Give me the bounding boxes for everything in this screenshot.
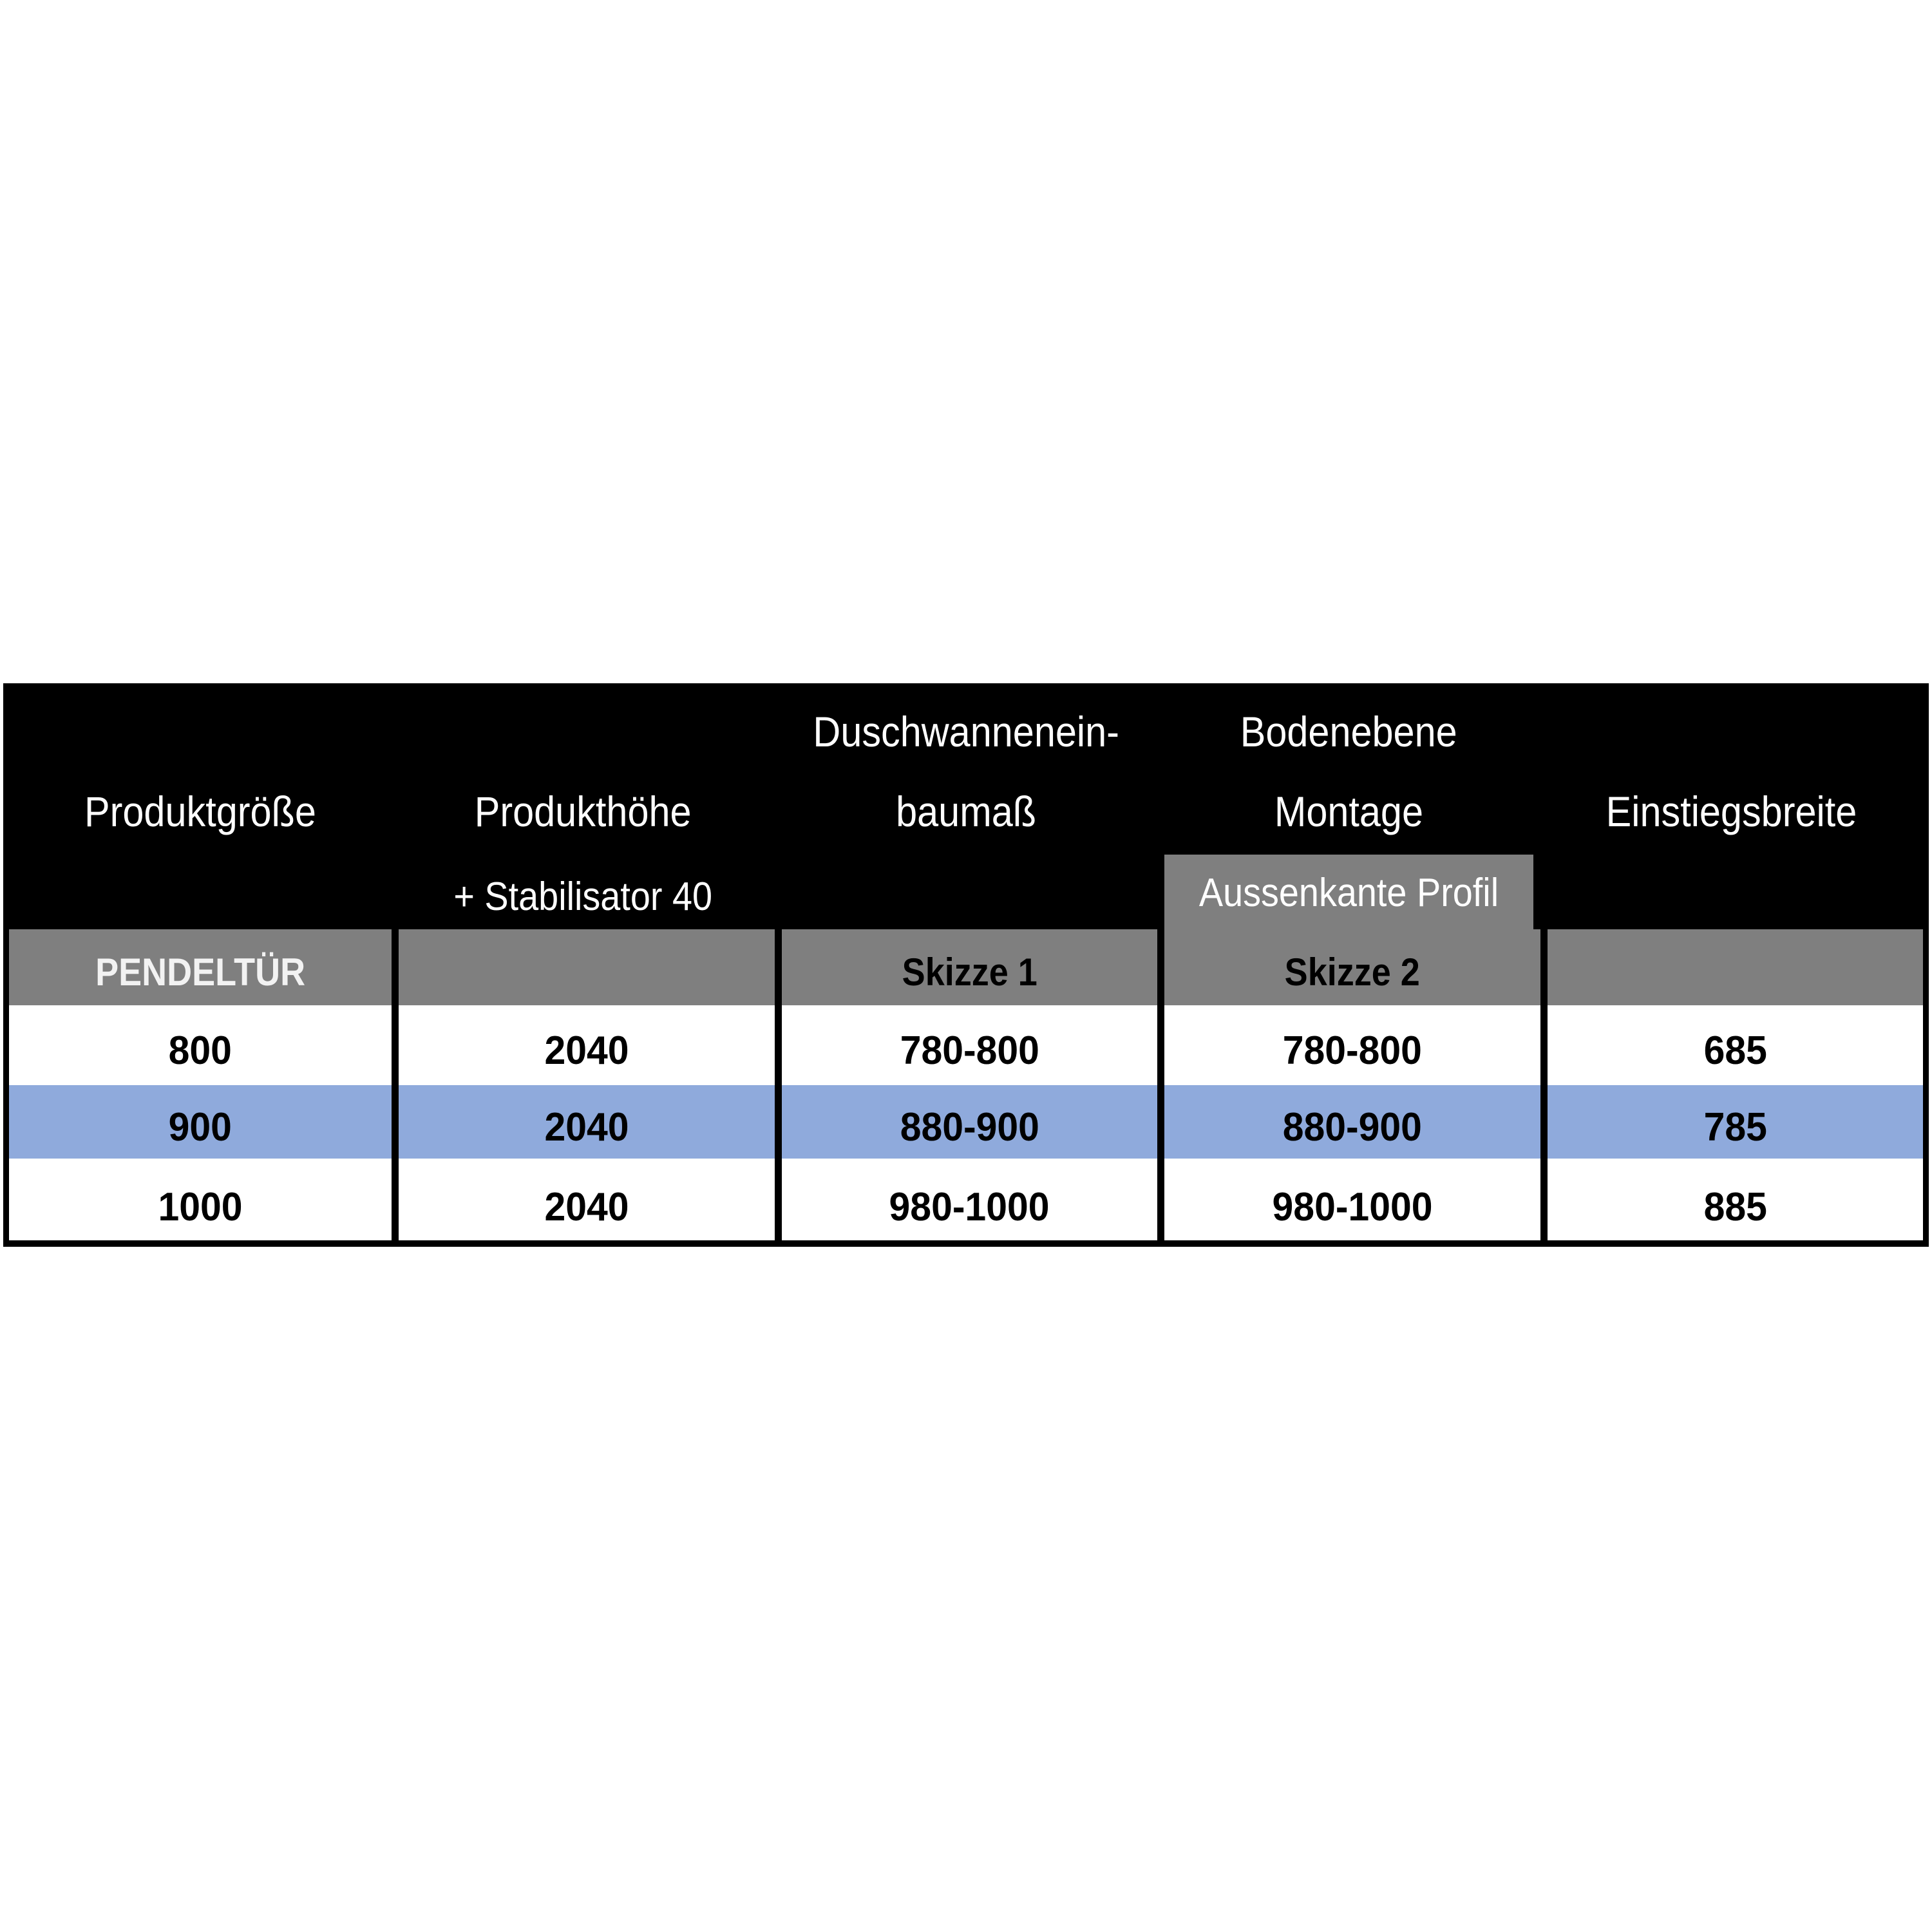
value-produkthoehe-1000: 2040	[544, 1185, 629, 1229]
value-bodenebene-800: 780-800	[1282, 1028, 1422, 1073]
header-einstiegsbreite-label: Einstiegsbreite	[1605, 788, 1857, 835]
value-einbaumass-900: 880-900	[900, 1104, 1039, 1150]
value-produktgroesse-1000: 1000	[158, 1185, 243, 1229]
value-produktgroesse-900: 900	[169, 1104, 232, 1150]
cell-produkthoehe-1000	[392, 1159, 774, 1240]
subheader-empty-cell-2	[392, 929, 774, 1005]
header-produkthoehe	[392, 788, 774, 835]
value-produkthoehe-800: 2040	[544, 1028, 629, 1073]
cell-einstiegsbreite-1000	[1540, 1159, 1923, 1240]
header-duschwannen-line1-label: Duschwannenein-	[813, 708, 1119, 755]
cell-einstiegsbreite-800	[1540, 1005, 1923, 1085]
header-duschwannen-line1	[775, 708, 1157, 755]
value-produktgroesse-800: 800	[169, 1028, 232, 1073]
header-stabilisator-label: + Stabilisator 40	[453, 875, 713, 919]
header-produkthoehe-label: Produkthöhe	[475, 788, 692, 835]
header-produktgroesse-label: Produktgröße	[84, 788, 317, 835]
subheader-skizze2-cell	[1157, 929, 1540, 1005]
value-einbaumass-800: 780-800	[900, 1028, 1039, 1073]
value-bodenebene-1000: 980-1000	[1272, 1185, 1433, 1229]
header-stabilisator	[392, 873, 774, 921]
value-produkthoehe-900: 2040	[544, 1104, 629, 1150]
product-spec-table	[3, 683, 1929, 1247]
header-duschwannen-line2-label: baumaß	[896, 788, 1036, 835]
header-duschwannen-line2	[775, 788, 1157, 835]
aussenkante-profil-label: Aussenkante Profil	[1198, 871, 1499, 915]
header-einstiegsbreite	[1540, 788, 1923, 835]
cell-produktgroesse-900	[9, 1085, 392, 1159]
product-type-label: PENDELTÜR	[95, 950, 306, 994]
cell-produkthoehe-900	[392, 1085, 774, 1159]
subheader-empty-cell-5	[1540, 929, 1923, 1005]
skizze1-label: Skizze 1	[902, 950, 1037, 994]
cell-einbaumass-800	[775, 1005, 1157, 1085]
cell-produkthoehe-800	[392, 1005, 774, 1085]
cell-bodenebene-1000	[1157, 1159, 1540, 1240]
subheader-row	[9, 929, 1923, 1005]
cell-einstiegsbreite-900	[1540, 1085, 1923, 1159]
cell-produktgroesse-800	[9, 1005, 392, 1085]
value-einbaumass-1000: 980-1000	[889, 1185, 1050, 1229]
cell-bodenebene-800	[1157, 1005, 1540, 1085]
value-einstiegsbreite-800: 685	[1703, 1028, 1767, 1073]
table-row-900-highlighted	[9, 1085, 1923, 1159]
cell-einbaumass-1000	[775, 1159, 1157, 1240]
header-bodenebene-line2	[1157, 788, 1540, 835]
subheader-skizze1-cell	[775, 929, 1157, 1005]
cell-produktgroesse-1000	[9, 1159, 392, 1240]
table-row-1000	[9, 1159, 1923, 1240]
table-row-800	[9, 1005, 1923, 1085]
header-produktgroesse	[9, 788, 392, 835]
aussenkante-profil-text	[1164, 869, 1533, 917]
header-bodenebene-line2-label: Montage	[1274, 788, 1423, 835]
subheader-product-type-cell	[9, 929, 392, 1005]
cell-einbaumass-900	[775, 1085, 1157, 1159]
value-einstiegsbreite-1000: 885	[1703, 1185, 1767, 1229]
skizze2-label: Skizze 2	[1284, 950, 1420, 994]
value-einstiegsbreite-900: 785	[1703, 1104, 1767, 1150]
aussenkante-profil-box	[1164, 855, 1533, 929]
header-bodenebene-line1-label: Bodenebene	[1240, 708, 1457, 755]
table-header-band	[9, 683, 1923, 929]
value-bodenebene-900: 880-900	[1282, 1104, 1422, 1150]
cell-bodenebene-900	[1157, 1085, 1540, 1159]
header-bodenebene-line1	[1157, 708, 1540, 755]
